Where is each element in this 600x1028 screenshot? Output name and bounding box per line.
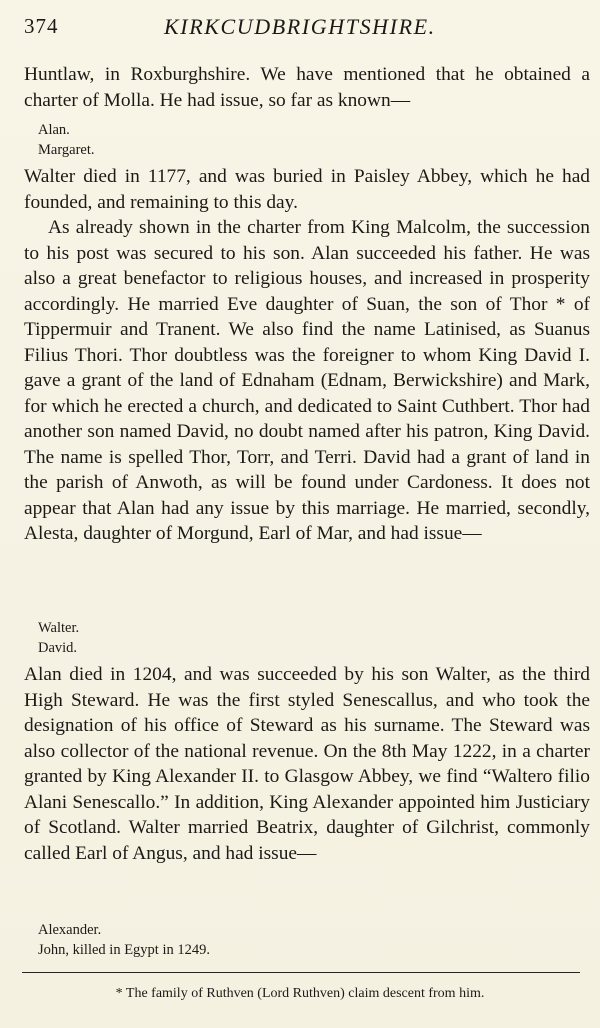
running-title: KIRKCUDBRIGHTSHIRE. bbox=[164, 14, 436, 39]
paragraph-1: Huntlaw, in Roxburghshire. We have mentioned that he obtained a charter of Molla. He had issue, so far as known— bbox=[24, 64, 590, 111]
list-item: Margaret. bbox=[38, 142, 95, 158]
footnote-rule bbox=[22, 972, 580, 973]
list-item: Alan. bbox=[38, 122, 70, 138]
issue-list-3 bbox=[38, 920, 210, 960]
issue-list-2 bbox=[38, 618, 79, 658]
list-item: John, killed in Egypt in 1249. bbox=[38, 942, 210, 958]
paragraph-4: Alan died in 1204, and was succeeded by his son Walter, as the third High Steward. He was the first styled Senescallus, and who took the designation of his office of Steward as his surname. The Steward was also collector of the national revenue. On the 8th May 1222, in a charter granted by King Alexander II. to Glasgow Abbey, we find “Waltero filio Alani Senescallo.” In addition, King Alexander appointed him Justiciary of Scotland. Walter married Beatrix, daughter of Gilchrist, commonly called Earl of Angus, and had issue— bbox=[24, 664, 590, 864]
list-item: Alexander. bbox=[38, 922, 102, 938]
page-header bbox=[24, 14, 578, 44]
footnote: * The family of Ruthven (Lord Ruthven) claim descent from him. bbox=[115, 986, 485, 1001]
paragraph-2: Walter died in 1177, and was buried in Paisley Abbey, which he had founded, and remaining to this day. bbox=[24, 166, 590, 213]
issue-list-1 bbox=[38, 120, 95, 160]
list-item: David. bbox=[38, 640, 78, 656]
paragraph-3: As already shown in the charter from King Malcolm, the succession to his post was secured to his son. Alan succeeded his father. He was also a great benefactor to religious houses, and increased in prosperity accordingly. He married Eve daughter of Suan, the son of Thor * of Tippermuir and Tranent. We also find the name Latinised, as Suanus Filius Thori. Thor doubtless was the foreigner to whom King David I. gave a grant of the land of Ednaham (Ednam, Berwickshire) and Mark, for which he erected a church, and dedicated to Saint Cuthbert. Thor had another son named David, no doubt named after his patron, King David. The name is spelled Thor, Torr, and Terri. David had a grant of land in the parish of Anwoth, as will be found under Cardoness. It does not appear that Alan had any issue by this marriage. He married, secondly, Alesta, daughter of Morgund, Earl of Mar, and had issue— bbox=[24, 217, 590, 544]
page-number: 374 bbox=[24, 14, 59, 38]
list-item: Walter. bbox=[38, 620, 80, 636]
